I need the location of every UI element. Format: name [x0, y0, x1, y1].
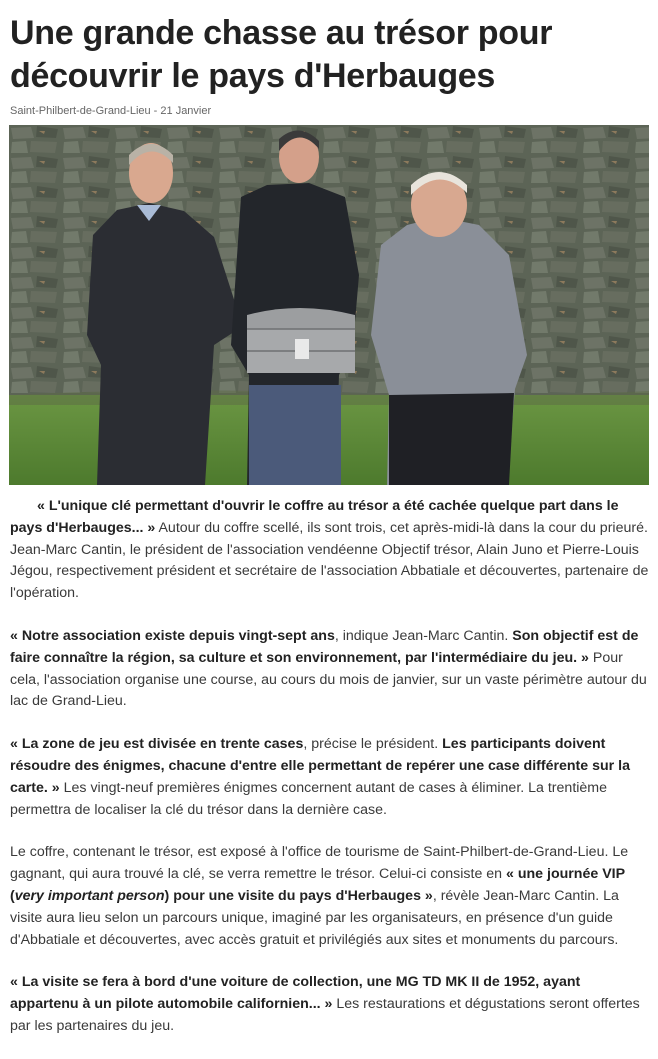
- text-run: , précise le président.: [303, 736, 443, 753]
- article-photo: [9, 125, 649, 485]
- text-run: , indique Jean-Marc Cantin.: [334, 627, 513, 644]
- text-run: Autour du coffre scellé, ils sont trois, cet après-midi-là dans la cour du prieuré. Jean-Marc Cantin, le président de l'association vendéenne Objectif trésor, Alain Juno et Pierre-Louis Jégou, respectivement président et secrétaire de l'association Abbatiale et découvertes, partenaire de l'opération.: [10, 519, 649, 602]
- article-paragraph: [10, 626, 650, 713]
- bold-quote-run: « L'unique clé permettant d'ouvrir le coffre au trésor a été cachée quelque part dans le pays d'Herbauges... »: [10, 498, 619, 536]
- bold-quote-run: ) pour une visite du pays d'Herbauges »: [164, 887, 433, 904]
- article-body: [10, 496, 650, 1059]
- text-run: Le coffre, contenant le trésor, est exposé à l'office de tourisme de Saint-Philbert-de-Grand-Lieu. Le gagnant, qui aura trouvé la clé, se verra remettre le trésor. Celui-ci consiste en: [10, 844, 629, 883]
- bold-quote-run: very important person: [14, 887, 165, 904]
- article-paragraph: [10, 972, 650, 1037]
- treasure-chest: [247, 308, 355, 373]
- bold-quote-run: « Notre association existe depuis vingt-sept ans: [10, 627, 335, 644]
- article-dateline: Saint-Philbert-de-Grand-Lieu - 21 Janvier: [10, 105, 212, 117]
- text-run: Pour cela, l'association organise une course, au cours du mois de janvier, sur un vaste périmètre autour du lac de Grand-Lieu.: [10, 649, 647, 710]
- article-headline: Une grande chasse au trésor pour découvrir le pays d'Herbauges: [10, 14, 553, 95]
- article-paragraph: [10, 734, 650, 821]
- text-run: , révèle Jean-Marc Cantin. La visite aura lieu selon un parcours unique, imaginé par les organisateurs, en présence d'un guide d'Abbatiale et découvertes, avec accès gratuit et privilégiés aux sites et monuments du parcours.: [10, 887, 619, 948]
- article-paragraph: [10, 496, 650, 605]
- article-paragraph: [10, 842, 650, 951]
- bold-quote-run: « une journée VIP (: [10, 866, 625, 904]
- bold-quote-run: « La zone de jeu est divisée en trente cases: [10, 736, 304, 753]
- bold-quote-run: Son objectif est de faire connaître la région, sa culture et son environnement, par l'intermédiaire du jeu. »: [10, 627, 639, 666]
- text-run: Les vingt-neuf premières énigmes concernent autant de cases à éliminer. La trentième permettra de localiser la clé du trésor dans la dernière case.: [10, 779, 608, 818]
- bold-quote-run: « La visite se fera à bord d'une voiture de collection, une MG TD MK II de 1952, ayant appartenu à un pilote automobile californien... »: [10, 974, 581, 1013]
- bold-quote-run: Les participants doivent résoudre des énigmes, chacune d'entre elle permettant de repérer une case différente sur la carte. »: [10, 736, 630, 796]
- text-run: Les restaurations et dégustations seront offertes par les partenaires du jeu.: [10, 996, 640, 1034]
